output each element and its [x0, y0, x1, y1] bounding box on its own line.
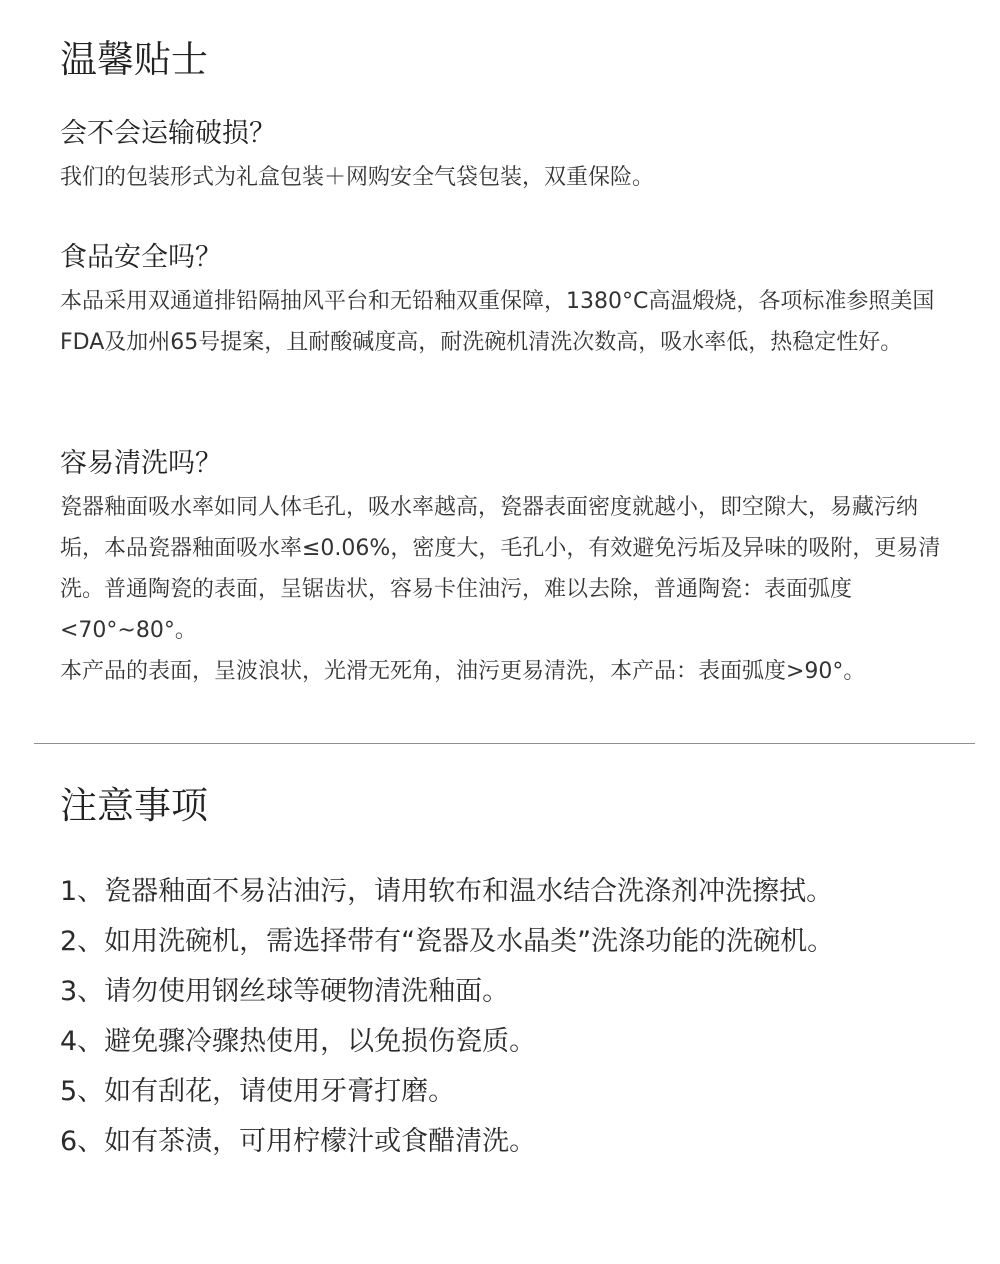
faq-answer: 本品采用双通道排铅隔抽风平台和无铅釉双重保障，1380°C高温煅烧，各项标准参照美国FDA及加州65号提案，且耐酸碱度高，耐洗碗机清洗次数高，吸水率低，热稳定性好。 [60, 289, 935, 356]
faq-easy-clean [60, 446, 960, 692]
notices-title: 注意事项 [60, 784, 208, 827]
faq-answer-paragraph: 瓷器釉面吸水率如同人体毛孔，吸水率越高，瓷器表面密度就越小，即空隙大，易藏污纳垢，本品瓷器釉面吸水率≤0.06%，密度大，毛孔小，有效避免污垢及异味的吸附，更易清洗。普通陶瓷的表面，呈锯齿状，容易卡住油污，难以去除，普通陶瓷：表面弧度<70°~80°。 [60, 495, 941, 644]
faq-shipping-damage [60, 116, 960, 198]
notice-item: 4、避免骤冷骤热使用，以免损伤瓷质。 [60, 1026, 537, 1057]
notice-item: 5、如有刮花，请使用牙膏打磨。 [60, 1076, 456, 1107]
faq-answer: 我们的包装形式为礼盒包装＋网购安全气袋包装，双重保险。 [60, 165, 655, 191]
notice-item: 2、如用洗碗机，需选择带有“瓷器及水晶类”洗涤功能的洗碗机。 [60, 926, 835, 957]
section-divider [34, 743, 975, 744]
faq-food-safety [60, 240, 960, 363]
faq-question: 容易清洗吗？ [60, 448, 222, 479]
tips-title: 温馨贴士 [60, 38, 208, 81]
notices-list [60, 867, 960, 1167]
notice-item: 1、瓷器釉面不易沾油污，请用软布和温水结合洗涤剂冲洗擦拭。 [60, 876, 834, 907]
faq-answer-paragraph: 本产品的表面，呈波浪状，光滑无死角，油污更易清洗，本产品：表面弧度>90°。 [60, 659, 866, 685]
faq-question: 会不会运输破损？ [60, 118, 276, 149]
notice-item: 3、请勿使用钢丝球等硬物清洗釉面。 [60, 976, 510, 1007]
notice-item: 6、如有茶渍，可用柠檬汁或食醋清洗。 [60, 1126, 537, 1157]
faq-question: 食品安全吗？ [60, 242, 222, 273]
